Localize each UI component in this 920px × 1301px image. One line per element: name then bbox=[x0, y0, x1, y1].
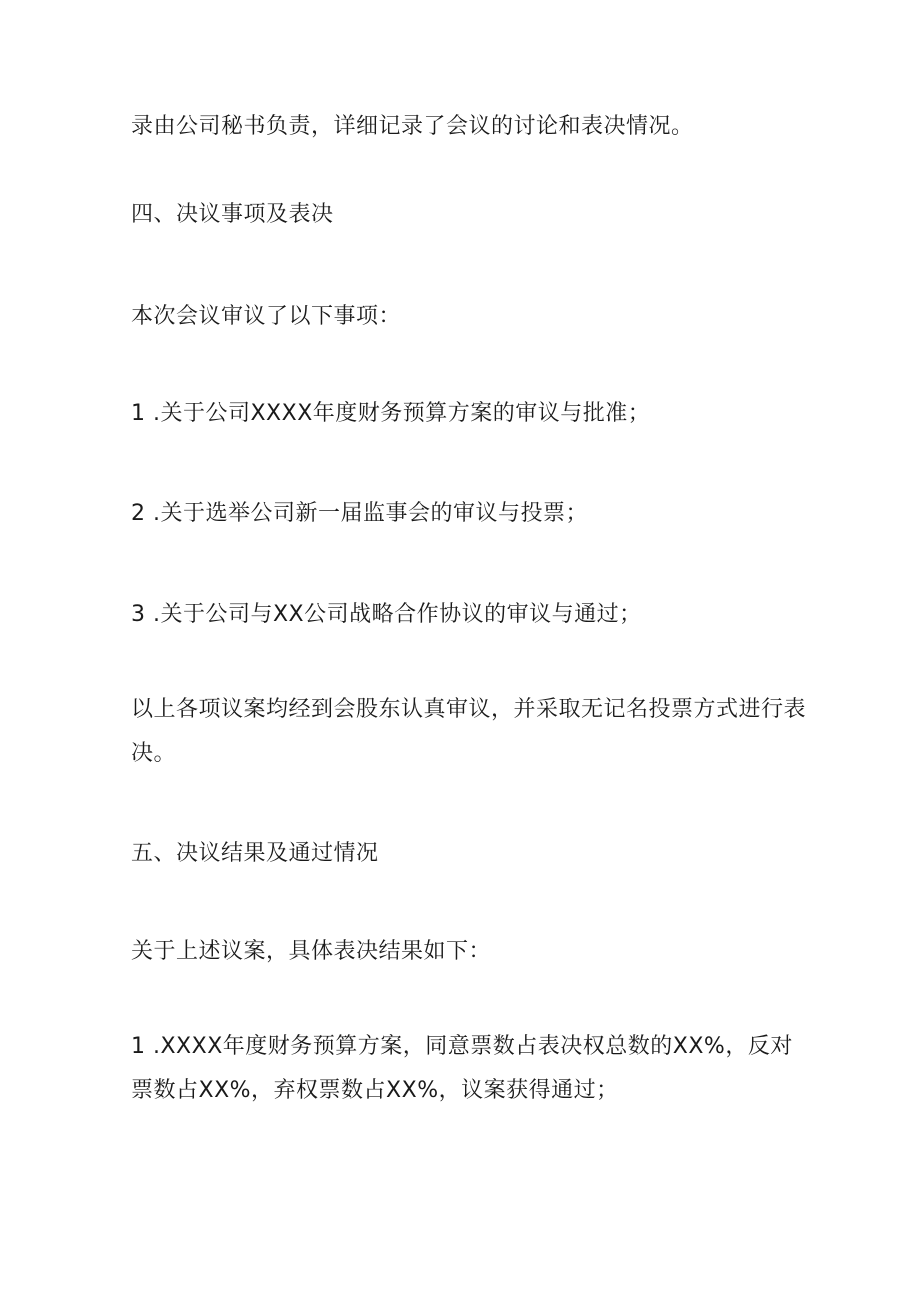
section-heading-five: 五、决议结果及通过情况 bbox=[131, 841, 379, 866]
list-item-budget: 1 .关于公司XXXX年度财务预算方案的审议与批准； bbox=[131, 401, 651, 426]
list-item-supervisory-board: 2 .关于选举公司新一届监事会的审议与投票； bbox=[131, 501, 588, 526]
section-heading-four: 四、决议事项及表决 bbox=[131, 202, 334, 227]
paragraph-results-intro: 关于上述议案，具体表决结果如下： bbox=[131, 939, 492, 964]
paragraph-review-intro: 本次会议审议了以下事项： bbox=[131, 304, 402, 329]
paragraph-minutes-note: 录由公司秘书负责，详细记录了会议的讨论和表决情况。 bbox=[131, 114, 694, 139]
list-item-strategic-cooperation: 3 .关于公司与XX公司战略合作协议的审议与通过； bbox=[131, 602, 642, 627]
paragraph-voting-method: 以上各项议案均经到会股东认真审议，并采取无记名投票方式进行表决。 bbox=[131, 697, 807, 766]
result-item-budget: 1 .XXXX年度财务预算方案，同意票数占表决权总数的XX%，反对票数占XX%，弃权票数占XX%，议案获得通过； bbox=[131, 1034, 793, 1103]
